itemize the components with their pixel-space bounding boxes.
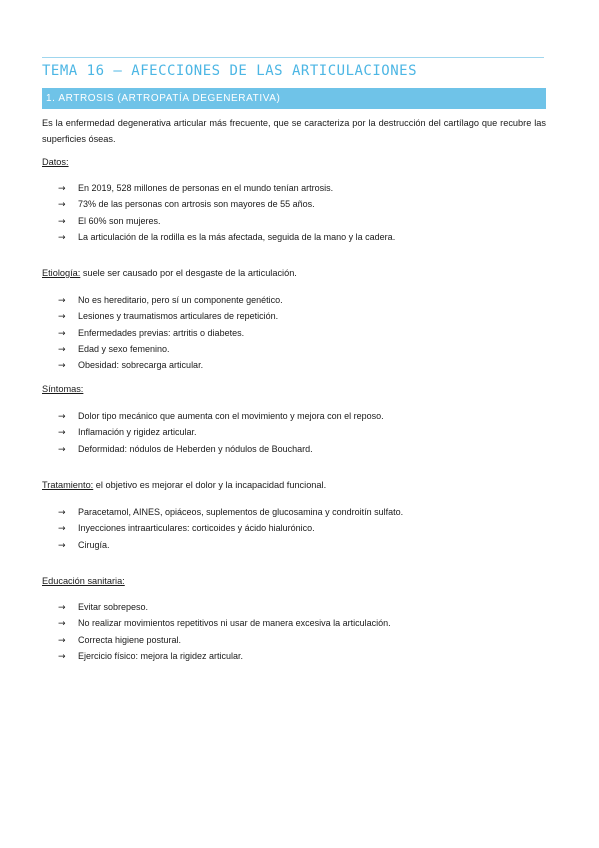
- tratamiento-heading: [42, 480, 326, 490]
- datos-label: Datos:: [42, 157, 69, 167]
- list-item: [58, 504, 403, 520]
- list-item-text: Cirugía.: [78, 539, 110, 550]
- arrow-right-icon: →: [58, 184, 66, 194]
- sintomas-heading: [42, 384, 83, 394]
- list-item: [58, 441, 384, 457]
- sintomas-list: [58, 408, 384, 457]
- intro-paragraph: Es la enfermedad degenerativa articular más frecuente, que se caracteriza por la destrucción del cartílago que recubre las superficies óseas.: [42, 118, 546, 144]
- arrow-right-icon: →: [58, 361, 66, 372]
- list-item: [58, 308, 283, 324]
- list-item-text: Evitar sobrepeso.: [78, 602, 149, 612]
- tratamiento-label: Tratamiento:: [42, 480, 94, 490]
- etiologia-list: [58, 292, 283, 373]
- list-item-text: En 2019, 528 millones de personas en el mundo tenían artrosis.: [78, 183, 334, 193]
- educacion-heading: [42, 576, 125, 586]
- datos-heading: [42, 157, 69, 167]
- list-item: [58, 357, 283, 373]
- list-item: [58, 424, 384, 440]
- datos-list: [58, 180, 395, 245]
- arrow-right-icon: →: [58, 200, 66, 211]
- arrow-right-icon: →: [58, 651, 66, 662]
- list-item-text: No realizar movimientos repetitivos ni usar de manera excesiva la articulación.: [78, 618, 391, 629]
- list-item: [58, 599, 391, 615]
- arrow-right-icon: →: [58, 603, 66, 613]
- list-item-text: Obesidad: sobrecarga articular.: [78, 360, 204, 371]
- arrow-right-icon: →: [58, 635, 66, 646]
- tratamiento-text: el objetivo es mejorar el dolor y la incapacidad funcional.: [93, 480, 327, 490]
- arrow-right-icon: →: [58, 540, 66, 551]
- etiologia-label: Etiología:: [42, 268, 81, 278]
- list-item: [58, 520, 403, 536]
- arrow-right-icon: →: [58, 296, 66, 306]
- list-item-text: No es hereditario, pero sí un componente genético.: [78, 295, 283, 305]
- list-item-text: 73% de las personas con artrosis son mayores de 55 años.: [78, 199, 315, 210]
- section-heading-banner: 1. ARTROSIS (ARTROPATÍA DEGENERATIVA): [42, 88, 546, 109]
- list-item: [58, 292, 283, 308]
- etiologia-text: suele ser causado por el desgaste de la articulación.: [80, 268, 297, 278]
- list-item: [58, 180, 395, 196]
- educacion-label: Educación sanitaria:: [42, 576, 125, 586]
- arrow-right-icon: →: [58, 232, 66, 243]
- arrow-right-icon: →: [58, 344, 66, 355]
- list-item: [58, 341, 283, 357]
- educacion-list: [58, 599, 391, 664]
- etiologia-heading: [42, 268, 297, 278]
- list-item-text: Ejercicio físico: mejora la rigidez articular.: [78, 650, 244, 661]
- arrow-right-icon: →: [58, 328, 66, 339]
- arrow-right-icon: →: [58, 428, 66, 439]
- list-item-text: Paracetamol, AINES, opiáceos, suplementos de glucosamina y condroitín sulfato.: [78, 507, 404, 517]
- arrow-right-icon: →: [58, 412, 66, 422]
- document-title: TEMA 16 – AFECCIONES DE LAS ARTICULACIONES: [42, 63, 418, 79]
- list-item: [58, 632, 391, 648]
- list-item-text: El 60% son mujeres.: [78, 215, 161, 226]
- arrow-right-icon: →: [58, 444, 66, 455]
- list-item: [58, 537, 403, 553]
- list-item-text: Edad y sexo femenino.: [78, 343, 170, 354]
- list-item: [58, 408, 384, 424]
- list-item-text: Dolor tipo mecánico que aumenta con el movimiento y mejora con el reposo.: [78, 411, 384, 421]
- list-item: [58, 229, 395, 245]
- list-item-text: Correcta higiene postural.: [78, 634, 182, 645]
- arrow-right-icon: →: [58, 312, 66, 323]
- list-item-text: Enfermedades previas: artritis o diabetes.: [78, 327, 245, 338]
- list-item: [58, 325, 283, 341]
- arrow-right-icon: →: [58, 508, 66, 518]
- list-item: [58, 615, 391, 631]
- arrow-right-icon: →: [58, 216, 66, 227]
- arrow-right-icon: →: [58, 619, 66, 630]
- list-item: [58, 213, 395, 229]
- sintomas-label: Síntomas:: [42, 384, 84, 394]
- title-top-rule: [42, 57, 544, 58]
- list-item-text: Inyecciones intraarticulares: corticoides y ácido hialurónico.: [78, 523, 315, 534]
- list-item: [58, 648, 391, 664]
- tratamiento-list: [58, 504, 403, 553]
- list-item-text: Deformidad: nódulos de Heberden y nódulos de Bouchard.: [78, 443, 313, 454]
- list-item-text: Inflamación y rigidez articular.: [78, 427, 197, 438]
- list-item: [58, 196, 395, 212]
- arrow-right-icon: →: [58, 524, 66, 535]
- list-item-text: La articulación de la rodilla es la más afectada, seguida de la mano y la cadera.: [78, 231, 396, 242]
- list-item-text: Lesiones y traumatismos articulares de repetición.: [78, 311, 279, 322]
